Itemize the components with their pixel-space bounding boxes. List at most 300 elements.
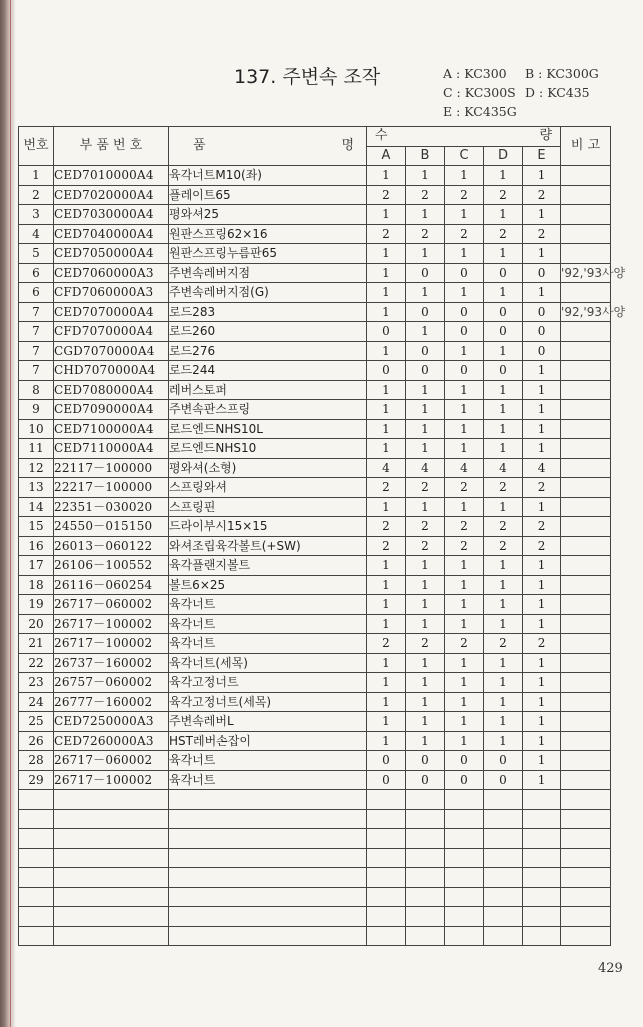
qty-c: 0 xyxy=(445,302,484,322)
remark xyxy=(561,439,611,459)
qty-a: 1 xyxy=(367,595,406,615)
row-number: 12 xyxy=(19,458,54,478)
qty-a: 1 xyxy=(367,400,406,420)
qty-e: 0 xyxy=(523,263,561,283)
qty-e: 1 xyxy=(523,361,561,381)
row-number: 4 xyxy=(19,224,54,244)
blank-cell xyxy=(169,848,367,868)
table-row xyxy=(19,751,611,771)
part-number: CED7260000A3 xyxy=(54,731,169,751)
qty-c: 1 xyxy=(445,283,484,303)
qty-d: 2 xyxy=(484,634,523,654)
qty-d: 2 xyxy=(484,517,523,537)
model-e: E : KC435G xyxy=(443,104,517,119)
qty-d: 0 xyxy=(484,751,523,771)
part-number: CED7100000A4 xyxy=(54,419,169,439)
qty-b: 1 xyxy=(406,380,445,400)
part-number: 26013－060122 xyxy=(54,536,169,556)
part-name: 로드엔드NHS10 xyxy=(169,439,367,459)
blank-cell xyxy=(523,790,561,810)
qty-a: 1 xyxy=(367,263,406,283)
part-name: 육각고정너트(세목) xyxy=(169,692,367,712)
qty-c: 1 xyxy=(445,595,484,615)
part-number: 26717－060002 xyxy=(54,595,169,615)
model-b: B : KC300G xyxy=(525,66,599,81)
part-number: CFD7070000A4 xyxy=(54,322,169,342)
qty-b: 2 xyxy=(406,634,445,654)
qty-d: 1 xyxy=(484,692,523,712)
qty-d: 0 xyxy=(484,302,523,322)
row-number: 7 xyxy=(19,341,54,361)
part-number: CED7090000A4 xyxy=(54,400,169,420)
blank-cell xyxy=(169,926,367,946)
remark: '92,'93사양 xyxy=(561,263,611,283)
blank-cell xyxy=(445,790,484,810)
model-d: D : KC435 xyxy=(525,85,590,100)
table-row xyxy=(19,517,611,537)
header-no: 번호 xyxy=(19,127,54,166)
qty-b: 1 xyxy=(406,692,445,712)
header-qty-e: E xyxy=(523,146,561,166)
blank-cell xyxy=(169,907,367,927)
qty-e: 1 xyxy=(523,595,561,615)
blank-cell xyxy=(484,907,523,927)
qty-d: 0 xyxy=(484,263,523,283)
qty-b: 0 xyxy=(406,263,445,283)
qty-b: 1 xyxy=(406,556,445,576)
blank-cell xyxy=(406,868,445,888)
blank-cell xyxy=(19,868,54,888)
qty-b: 4 xyxy=(406,458,445,478)
qty-b: 1 xyxy=(406,400,445,420)
qty-b: 1 xyxy=(406,322,445,342)
blank-cell xyxy=(561,848,611,868)
part-name: 로드283 xyxy=(169,302,367,322)
qty-e: 1 xyxy=(523,770,561,790)
part-name: 육각너트 xyxy=(169,751,367,771)
row-number: 13 xyxy=(19,478,54,498)
blank-cell xyxy=(406,907,445,927)
qty-e: 1 xyxy=(523,166,561,186)
blank-cell xyxy=(19,809,54,829)
blank-cell xyxy=(484,790,523,810)
part-name: 볼트6×25 xyxy=(169,575,367,595)
table-row xyxy=(19,361,611,381)
qty-b: 1 xyxy=(406,419,445,439)
table-row xyxy=(19,439,611,459)
qty-d: 1 xyxy=(484,244,523,264)
remark xyxy=(561,244,611,264)
blank-cell xyxy=(445,809,484,829)
qty-e: 0 xyxy=(523,341,561,361)
blank-cell xyxy=(523,887,561,907)
qty-a: 2 xyxy=(367,634,406,654)
table-row xyxy=(19,244,611,264)
part-number: CED7110000A4 xyxy=(54,439,169,459)
table-row xyxy=(19,731,611,751)
table-row xyxy=(19,166,611,186)
page-title: 137. 주변속 조작 xyxy=(234,66,381,88)
blank-cell xyxy=(367,868,406,888)
part-name: 스프링와셔 xyxy=(169,478,367,498)
qty-d: 1 xyxy=(484,166,523,186)
blank-cell xyxy=(484,809,523,829)
part-name: 레버스토퍼 xyxy=(169,380,367,400)
part-number: CED7040000A4 xyxy=(54,224,169,244)
qty-c: 1 xyxy=(445,166,484,186)
qty-e: 1 xyxy=(523,575,561,595)
qty-e: 1 xyxy=(523,400,561,420)
row-number: 1 xyxy=(19,166,54,186)
qty-e: 0 xyxy=(523,322,561,342)
table-row xyxy=(19,283,611,303)
qty-b: 1 xyxy=(406,673,445,693)
qty-e: 1 xyxy=(523,497,561,517)
blank-row xyxy=(19,848,611,868)
table-row xyxy=(19,205,611,225)
blank-cell xyxy=(445,848,484,868)
qty-d: 1 xyxy=(484,653,523,673)
qty-c: 1 xyxy=(445,575,484,595)
qty-e: 1 xyxy=(523,751,561,771)
blank-cell xyxy=(484,868,523,888)
qty-c: 2 xyxy=(445,224,484,244)
part-number: 22117－100000 xyxy=(54,458,169,478)
qty-c: 0 xyxy=(445,361,484,381)
part-number: 24550－015150 xyxy=(54,517,169,537)
part-number: 22351－030020 xyxy=(54,497,169,517)
blank-cell xyxy=(54,887,169,907)
blank-cell xyxy=(54,848,169,868)
part-number: CGD7070000A4 xyxy=(54,341,169,361)
blank-cell xyxy=(19,907,54,927)
blank-cell xyxy=(561,868,611,888)
part-number: CED7080000A4 xyxy=(54,380,169,400)
blank-cell xyxy=(367,926,406,946)
qty-e: 1 xyxy=(523,614,561,634)
blank-row xyxy=(19,829,611,849)
qty-a: 1 xyxy=(367,731,406,751)
part-name: 육각너트 xyxy=(169,770,367,790)
blank-cell xyxy=(367,809,406,829)
part-number: 26717－100002 xyxy=(54,770,169,790)
table-row xyxy=(19,341,611,361)
blank-cell xyxy=(561,790,611,810)
qty-b: 2 xyxy=(406,185,445,205)
part-name: HST레버손잡이 xyxy=(169,731,367,751)
blank-cell xyxy=(523,829,561,849)
remark xyxy=(561,595,611,615)
blank-cell xyxy=(484,926,523,946)
qty-a: 1 xyxy=(367,439,406,459)
part-number: 26757－060002 xyxy=(54,673,169,693)
qty-e: 1 xyxy=(523,380,561,400)
remark xyxy=(561,673,611,693)
qty-d: 2 xyxy=(484,536,523,556)
qty-e: 4 xyxy=(523,458,561,478)
qty-c: 1 xyxy=(445,341,484,361)
qty-e: 0 xyxy=(523,302,561,322)
qty-d: 1 xyxy=(484,341,523,361)
table-row xyxy=(19,692,611,712)
part-name: 육각고정너트 xyxy=(169,673,367,693)
blank-cell xyxy=(406,848,445,868)
table-row xyxy=(19,536,611,556)
blank-cell xyxy=(169,868,367,888)
blank-cell xyxy=(367,829,406,849)
part-number: CFD7060000A3 xyxy=(54,283,169,303)
qty-e: 2 xyxy=(523,224,561,244)
blank-cell xyxy=(169,829,367,849)
qty-a: 2 xyxy=(367,478,406,498)
header-part-name: 품 명 xyxy=(169,127,367,166)
qty-a: 1 xyxy=(367,575,406,595)
blank-cell xyxy=(561,926,611,946)
blank-cell xyxy=(445,907,484,927)
parts-table xyxy=(18,126,626,946)
qty-b: 1 xyxy=(406,244,445,264)
remark xyxy=(561,205,611,225)
part-name: 원판스프링누름판65 xyxy=(169,244,367,264)
blank-cell xyxy=(406,926,445,946)
part-number: 26717－100002 xyxy=(54,634,169,654)
table-row xyxy=(19,263,611,283)
table-row xyxy=(19,634,611,654)
part-name: 육각너트 xyxy=(169,595,367,615)
blank-cell xyxy=(54,868,169,888)
remark xyxy=(561,224,611,244)
part-name: 주변속레버지점(G) xyxy=(169,283,367,303)
part-name: 원판스프링62×16 xyxy=(169,224,367,244)
part-name: 드라이부시15×15 xyxy=(169,517,367,537)
table-row xyxy=(19,380,611,400)
qty-c: 0 xyxy=(445,322,484,342)
part-name: 주변속레버지점 xyxy=(169,263,367,283)
model-a: A : KC300 xyxy=(443,66,507,81)
part-number: CED7020000A4 xyxy=(54,185,169,205)
binding-line xyxy=(10,0,11,1027)
qty-a: 1 xyxy=(367,380,406,400)
header-qty-a: A xyxy=(367,146,406,166)
blank-cell xyxy=(54,809,169,829)
blank-cell xyxy=(367,887,406,907)
row-number: 15 xyxy=(19,517,54,537)
qty-d: 1 xyxy=(484,419,523,439)
remark xyxy=(561,517,611,537)
qty-c: 0 xyxy=(445,751,484,771)
qty-e: 1 xyxy=(523,556,561,576)
model-legend xyxy=(443,64,633,121)
qty-a: 4 xyxy=(367,458,406,478)
qty-b: 2 xyxy=(406,517,445,537)
qty-a: 1 xyxy=(367,614,406,634)
qty-c: 1 xyxy=(445,673,484,693)
header-qty-c: C xyxy=(445,146,484,166)
qty-b: 0 xyxy=(406,302,445,322)
remark xyxy=(561,458,611,478)
part-name: 평와셔25 xyxy=(169,205,367,225)
remark: '92,'93사양 xyxy=(561,302,611,322)
remark xyxy=(561,556,611,576)
row-number: 21 xyxy=(19,634,54,654)
table-row xyxy=(19,478,611,498)
row-number: 23 xyxy=(19,673,54,693)
qty-a: 1 xyxy=(367,283,406,303)
blank-cell xyxy=(484,829,523,849)
blank-cell xyxy=(406,809,445,829)
qty-b: 2 xyxy=(406,536,445,556)
qty-a: 1 xyxy=(367,653,406,673)
qty-d: 1 xyxy=(484,595,523,615)
qty-d: 1 xyxy=(484,380,523,400)
part-number: 22217－100000 xyxy=(54,478,169,498)
blank-cell xyxy=(367,907,406,927)
part-number: 26116－060254 xyxy=(54,575,169,595)
qty-b: 0 xyxy=(406,751,445,771)
qty-c: 1 xyxy=(445,205,484,225)
qty-a: 1 xyxy=(367,341,406,361)
parts-table-body xyxy=(19,166,626,946)
qty-d: 1 xyxy=(484,556,523,576)
row-number: 22 xyxy=(19,653,54,673)
qty-b: 2 xyxy=(406,224,445,244)
qty-a: 1 xyxy=(367,244,406,264)
row-number: 11 xyxy=(19,439,54,459)
blank-cell xyxy=(406,887,445,907)
remark xyxy=(561,185,611,205)
row-number: 8 xyxy=(19,380,54,400)
blank-row xyxy=(19,907,611,927)
row-number: 24 xyxy=(19,692,54,712)
qty-a: 1 xyxy=(367,302,406,322)
qty-c: 0 xyxy=(445,263,484,283)
qty-c: 4 xyxy=(445,458,484,478)
table-row xyxy=(19,302,611,322)
qty-a: 0 xyxy=(367,361,406,381)
qty-a: 2 xyxy=(367,185,406,205)
row-number: 25 xyxy=(19,712,54,732)
table-row xyxy=(19,595,611,615)
part-number: 26777－160002 xyxy=(54,692,169,712)
row-number: 6 xyxy=(19,263,54,283)
qty-a: 1 xyxy=(367,692,406,712)
qty-e: 1 xyxy=(523,419,561,439)
blank-cell xyxy=(19,829,54,849)
qty-c: 1 xyxy=(445,419,484,439)
qty-e: 1 xyxy=(523,205,561,225)
qty-d: 1 xyxy=(484,205,523,225)
blank-cell xyxy=(561,907,611,927)
qty-a: 0 xyxy=(367,322,406,342)
qty-e: 2 xyxy=(523,517,561,537)
blank-cell xyxy=(561,829,611,849)
qty-d: 2 xyxy=(484,224,523,244)
part-number: CED7050000A4 xyxy=(54,244,169,264)
qty-a: 0 xyxy=(367,751,406,771)
page-binding-edge xyxy=(0,0,16,1027)
blank-cell xyxy=(367,790,406,810)
qty-d: 1 xyxy=(484,400,523,420)
qty-d: 1 xyxy=(484,283,523,303)
qty-a: 1 xyxy=(367,712,406,732)
header-remark: 비 고 xyxy=(561,127,611,166)
blank-row xyxy=(19,809,611,829)
qty-e: 2 xyxy=(523,185,561,205)
qty-d: 1 xyxy=(484,731,523,751)
qty-d: 1 xyxy=(484,614,523,634)
part-name: 와셔조립육각볼트(+SW) xyxy=(169,536,367,556)
header-qty-d: D xyxy=(484,146,523,166)
blank-cell xyxy=(484,848,523,868)
blank-cell xyxy=(169,790,367,810)
remark xyxy=(561,575,611,595)
qty-d: 1 xyxy=(484,575,523,595)
blank-cell xyxy=(169,809,367,829)
qty-d: 4 xyxy=(484,458,523,478)
table-row xyxy=(19,458,611,478)
table-row xyxy=(19,556,611,576)
part-name: 로드276 xyxy=(169,341,367,361)
part-name: 육각너트M10(좌) xyxy=(169,166,367,186)
qty-c: 2 xyxy=(445,634,484,654)
blank-cell xyxy=(561,887,611,907)
header-quantity: 수 량 xyxy=(367,127,561,147)
part-name: 주변속레버L xyxy=(169,712,367,732)
qty-a: 1 xyxy=(367,497,406,517)
remark xyxy=(561,751,611,771)
part-name: 육각너트 xyxy=(169,614,367,634)
row-number: 7 xyxy=(19,322,54,342)
remark xyxy=(561,712,611,732)
part-name: 주변속판스프링 xyxy=(169,400,367,420)
qty-c: 2 xyxy=(445,536,484,556)
row-number: 16 xyxy=(19,536,54,556)
table-row xyxy=(19,224,611,244)
page-number: 429 xyxy=(598,961,623,976)
qty-b: 1 xyxy=(406,614,445,634)
blank-cell xyxy=(19,926,54,946)
part-name: 육각플랜지볼트 xyxy=(169,556,367,576)
remark xyxy=(561,400,611,420)
qty-d: 0 xyxy=(484,770,523,790)
blank-row xyxy=(19,887,611,907)
qty-e: 1 xyxy=(523,653,561,673)
blank-cell xyxy=(406,790,445,810)
qty-a: 2 xyxy=(367,224,406,244)
qty-e: 1 xyxy=(523,692,561,712)
remark xyxy=(561,322,611,342)
part-name: 로드260 xyxy=(169,322,367,342)
qty-b: 1 xyxy=(406,595,445,615)
row-number: 28 xyxy=(19,751,54,771)
qty-b: 2 xyxy=(406,478,445,498)
table-row xyxy=(19,185,611,205)
remark xyxy=(561,361,611,381)
qty-d: 1 xyxy=(484,673,523,693)
part-number: CED7070000A4 xyxy=(54,302,169,322)
qty-d: 1 xyxy=(484,497,523,517)
blank-row xyxy=(19,926,611,946)
qty-c: 1 xyxy=(445,439,484,459)
blank-cell xyxy=(523,848,561,868)
blank-row xyxy=(19,868,611,888)
row-number: 10 xyxy=(19,419,54,439)
qty-c: 1 xyxy=(445,692,484,712)
qty-d: 2 xyxy=(484,185,523,205)
remark xyxy=(561,283,611,303)
qty-e: 2 xyxy=(523,536,561,556)
qty-a: 1 xyxy=(367,673,406,693)
